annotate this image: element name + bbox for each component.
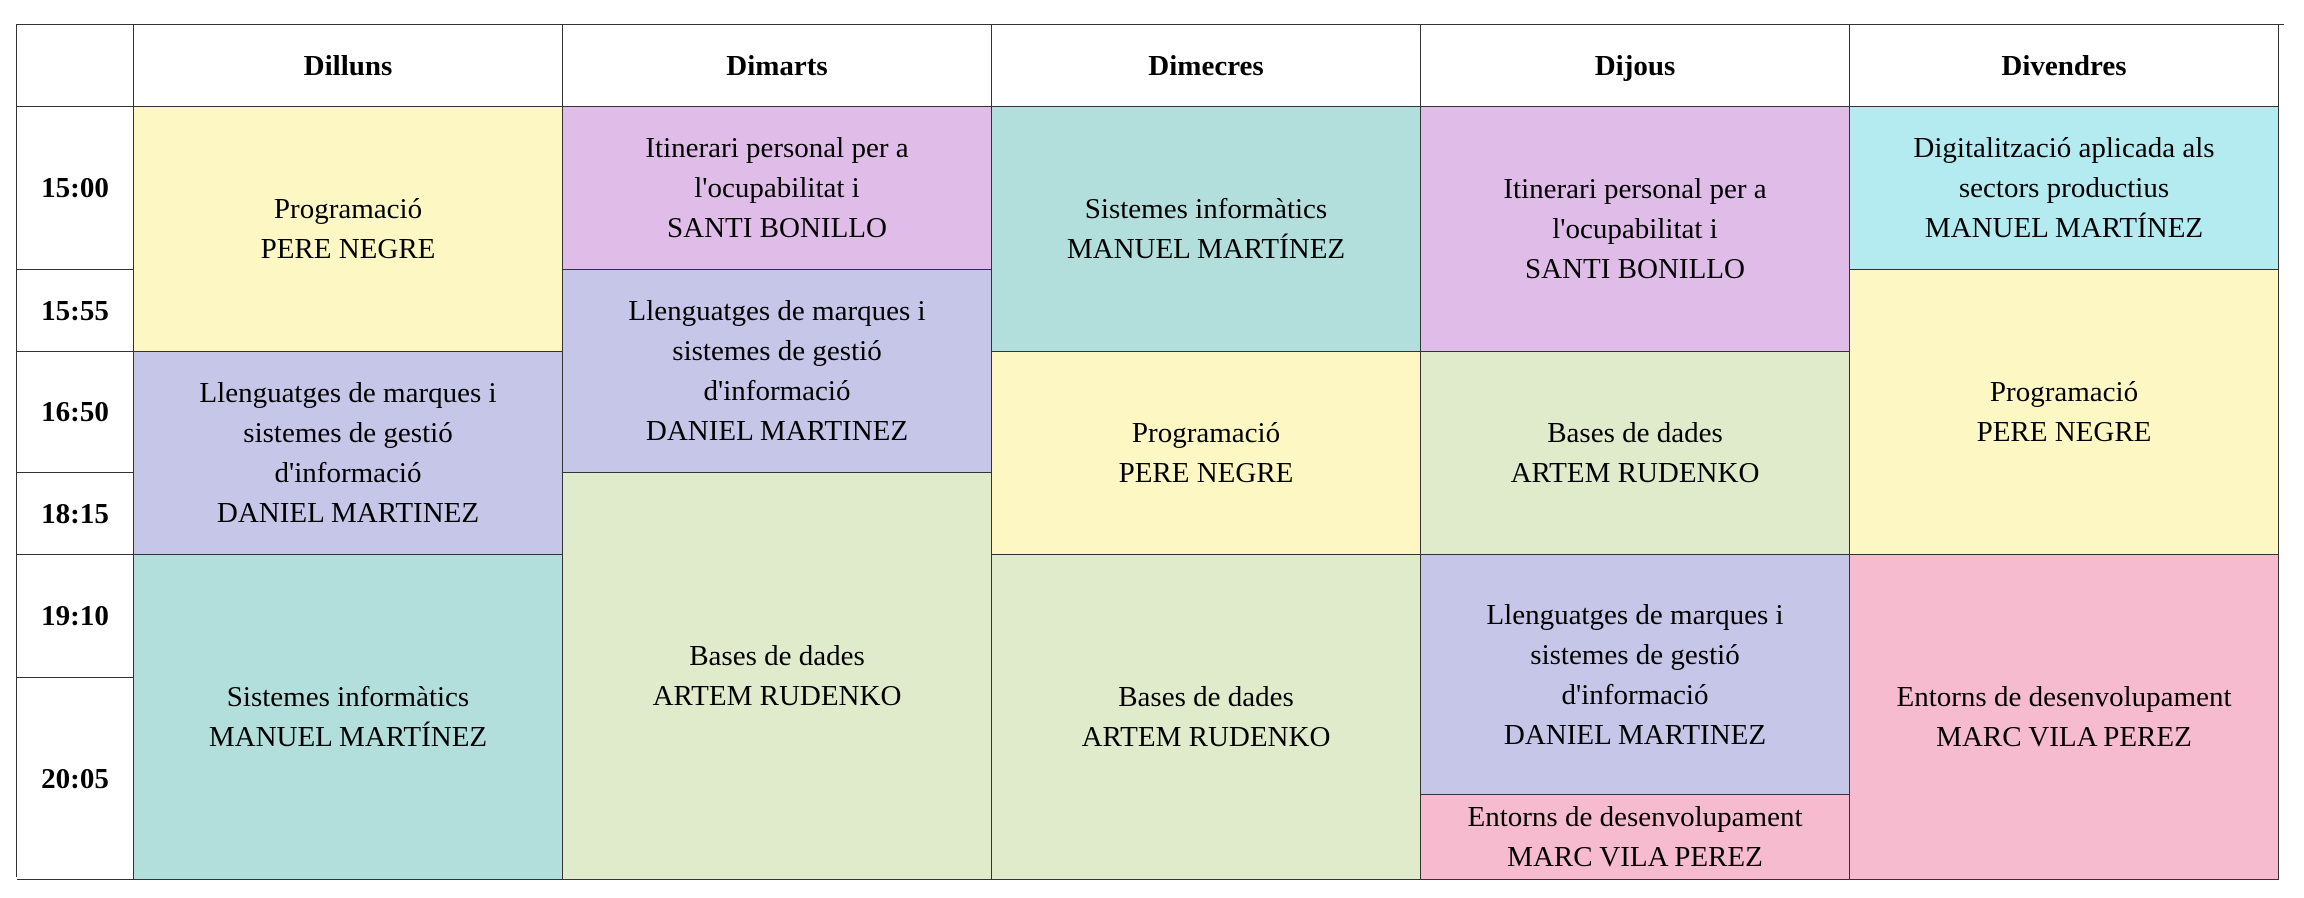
time-slot: 20:05 xyxy=(17,678,134,880)
subject-name: Bases de dades xyxy=(689,640,865,672)
subject-name: Itinerari personal per a l'ocupabilitat i xyxy=(645,132,909,204)
teacher-name: SANTI BONILLO xyxy=(667,212,887,244)
subject-name: Bases de dades xyxy=(1547,417,1723,449)
top-strip xyxy=(0,0,2304,24)
teacher-name: MANUEL MARTÍNEZ xyxy=(1924,212,2204,244)
teacher-name: ARTEM RUDENKO xyxy=(1081,721,1331,753)
time-slot: 15:00 xyxy=(17,107,134,270)
teacher-name: SANTI BONILLO xyxy=(1525,253,1745,285)
day-header-dilluns: Dilluns xyxy=(134,25,563,107)
teacher-name: ARTEM RUDENKO xyxy=(652,680,902,712)
class-block[interactable] xyxy=(1850,270,2279,555)
class-block[interactable] xyxy=(134,352,563,555)
class-block[interactable] xyxy=(1421,795,1850,880)
teacher-name: DANIEL MARTINEZ xyxy=(645,415,909,447)
subject-name: Itinerari personal per a l'ocupabilitat i xyxy=(1503,173,1767,245)
subject-name: Sistemes informàtics xyxy=(1084,193,1328,225)
subject-name: Programació xyxy=(1131,417,1281,449)
class-block[interactable] xyxy=(563,270,992,473)
teacher-name: ARTEM RUDENKO xyxy=(1510,457,1760,489)
day-header-dijous: Dijous xyxy=(1421,25,1850,107)
time-slot: 16:50 xyxy=(17,352,134,473)
subject-name: Programació xyxy=(273,193,423,225)
subject-name: Programació xyxy=(1989,376,2139,408)
time-slot: 15:55 xyxy=(17,270,134,352)
class-block[interactable] xyxy=(1850,107,2279,270)
corner-cell xyxy=(17,25,134,107)
class-block[interactable] xyxy=(134,107,563,352)
class-block[interactable] xyxy=(1421,107,1850,352)
teacher-name: PERE NEGRE xyxy=(260,233,436,265)
subject-name: Llenguatges de marques i sistemes de gestió d'informació xyxy=(628,295,926,407)
teacher-name: DANIEL MARTINEZ xyxy=(216,497,480,529)
subject-name: Llenguatges de marques i sistemes de gestió d'informació xyxy=(1486,598,1784,711)
subject-name: Bases de dades xyxy=(1118,681,1294,713)
teacher-name: MARC VILA PEREZ xyxy=(1936,721,2192,753)
time-slot: 18:15 xyxy=(17,473,134,555)
day-header-dimecres: Dimecres xyxy=(992,25,1421,107)
teacher-name: PERE NEGRE xyxy=(1118,457,1294,489)
day-header-dimarts: Dimarts xyxy=(563,25,992,107)
class-block[interactable] xyxy=(134,555,563,880)
class-block[interactable] xyxy=(992,107,1421,352)
teacher-name: MANUEL MARTÍNEZ xyxy=(208,721,488,753)
class-block[interactable] xyxy=(1421,555,1850,795)
teacher-name: DANIEL MARTINEZ xyxy=(1503,718,1767,751)
class-block[interactable] xyxy=(1850,555,2279,880)
class-block[interactable] xyxy=(1421,352,1850,555)
time-slot: 19:10 xyxy=(17,555,134,678)
class-block[interactable] xyxy=(563,473,992,880)
subject-name: Sistemes informàtics xyxy=(226,681,470,713)
class-block[interactable] xyxy=(992,555,1421,880)
class-block[interactable] xyxy=(563,107,992,270)
subject-name: Digitalització aplicada als sectors productius xyxy=(1913,132,2215,204)
subject-name: Entorns de desenvolupament xyxy=(1467,801,1803,833)
day-header-divendres: Divendres xyxy=(1850,25,2279,107)
teacher-name: PERE NEGRE xyxy=(1976,416,2152,448)
subject-name: Entorns de desenvolupament xyxy=(1896,681,2232,713)
subject-name: Llenguatges de marques i sistemes de gestió d'informació xyxy=(199,377,497,489)
teacher-name: MARC VILA PEREZ xyxy=(1507,841,1763,873)
teacher-name: MANUEL MARTÍNEZ xyxy=(1066,233,1346,265)
class-block[interactable] xyxy=(992,352,1421,555)
timetable xyxy=(16,24,2284,877)
